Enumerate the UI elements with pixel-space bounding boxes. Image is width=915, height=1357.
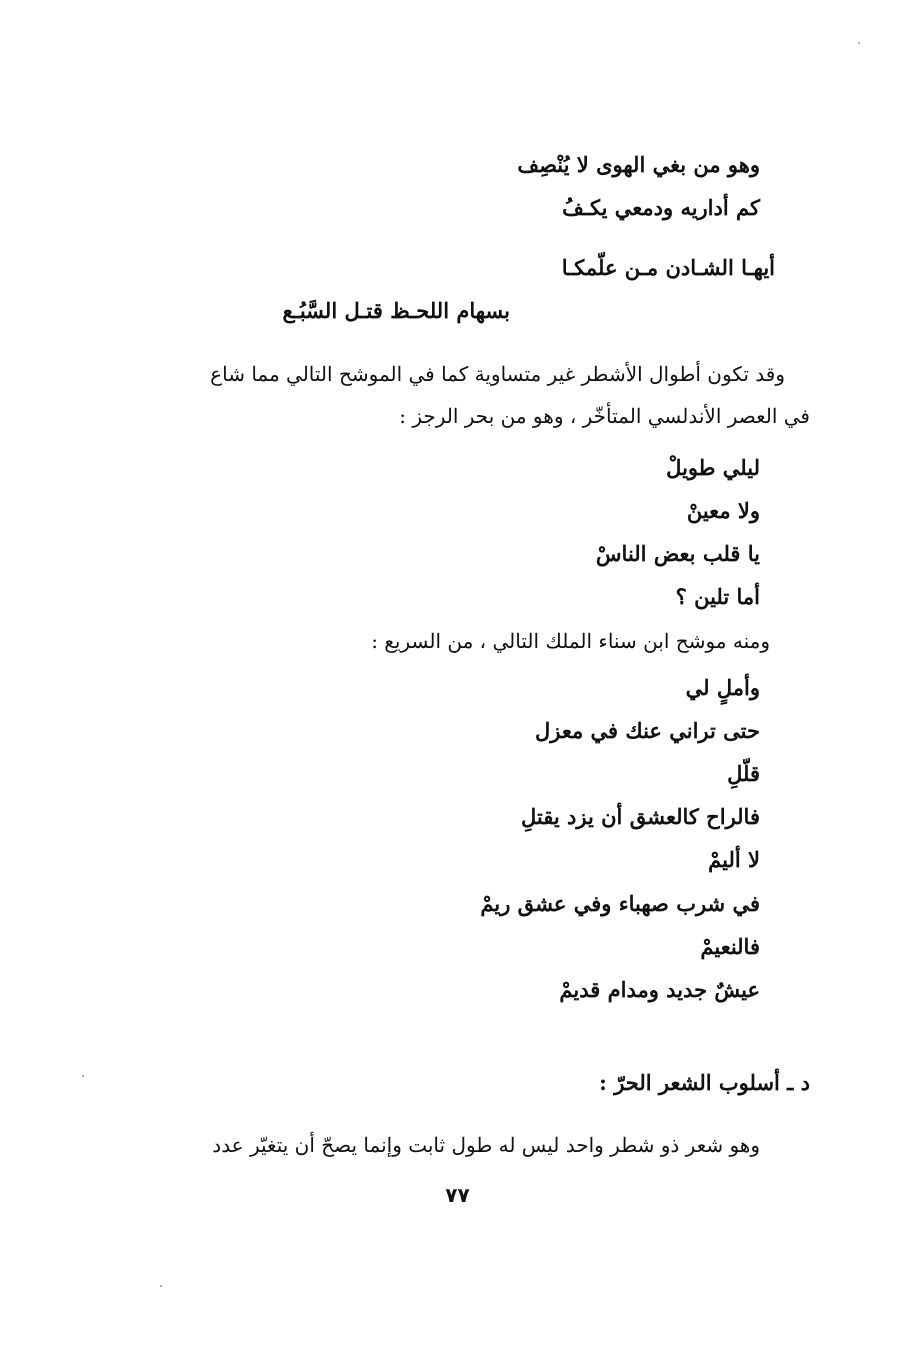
verse-line: ليلي طويلْ [666, 455, 760, 480]
verse-line: حتى تراني عنك في معزل [534, 718, 760, 743]
verse-line: كم أداريه ودمعي يكـفُ [562, 195, 760, 220]
paragraph-line: وهو شعر ذو شطر واحد ليس له طول ثابت وإنما يصحّ أن يتغيّر عدد [212, 1133, 760, 1157]
verse-line: أما تلين ؟ [675, 584, 760, 609]
paragraph-line: في العصر الأندلسي المتأخّر ، وهو من بحر الرجز : [399, 404, 810, 428]
verse-line: فالنعيمْ [700, 934, 760, 959]
page-number: ٧٧ [445, 1183, 470, 1207]
scan-speck [160, 1285, 162, 1287]
verse-line: قلّلِ [727, 761, 760, 786]
verse-line: فالراح كالعشق أن يزد يقتلِ [521, 804, 760, 829]
verse-line: وأملٍ لي [685, 675, 760, 700]
verse-line: أيهـا الشـادن مـن علّمكـا [561, 255, 775, 280]
verse-line: يا قلب بعض الناسْ [595, 541, 760, 566]
verse-line: عيشٌ جديد ومدام قديمْ [559, 977, 760, 1002]
verse-line: بسهام اللحـظ قتـل السَّبُـع [282, 298, 510, 323]
paragraph-line: ومنه موشح ابن سناء الملك التالي ، من السريع : [371, 629, 770, 653]
verse-line: ولا معينْ [686, 498, 760, 523]
scan-speck [82, 1075, 84, 1077]
paragraph-line: وقد تكون أطوال الأشطر غير متساوية كما في الموشح التالي مما شاع [210, 362, 785, 386]
scan-speck [858, 42, 860, 44]
verse-line: وهو من بغي الهوى لا يُنْصِف [517, 152, 760, 177]
verse-line: لا أليمْ [708, 847, 760, 872]
section-heading: د ـ أسلوب الشعر الحرّ : [599, 1070, 810, 1095]
verse-line: في شرب صهباء وفي عشق ريمْ [480, 891, 760, 916]
